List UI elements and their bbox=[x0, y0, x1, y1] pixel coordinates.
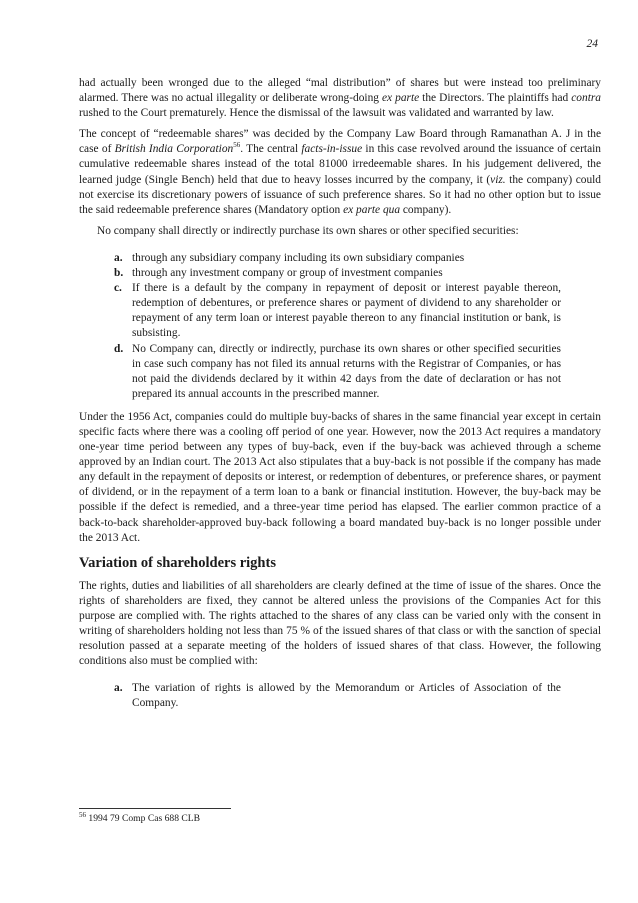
text-span: The concept of “redeemable shares” was decided by the Company Law Board through Ramanathan A. J in the case of bbox=[79, 128, 601, 156]
text-span: rushed to the Court prematurely. Hence the dismissal of the lawsuit was validated and warranted by law. bbox=[79, 107, 554, 120]
list-item bbox=[114, 681, 561, 711]
italic-term: viz. bbox=[490, 173, 506, 186]
list-marker: d. bbox=[114, 342, 124, 355]
list-item-text: No Company can, directly or indirectly, purchase its own shares or other specified securities in case such company has not filed its annual returns with the Registrar of Companies, or has not paid the dividends declared by it within 42 days from the date of declaration or has not prepared its annual accounts in the prescribed manner. bbox=[132, 342, 561, 400]
paragraph-5: The rights, duties and liabilities of all shareholders are clearly defined at the time of issue of the shares. Once the rights of shareholders are fixed, they cannot be altered unless the provisions of the Companies Act for this purpose are complied with. The rights attached to the shares of any class can be varied only with the consent in writing of shareholders holding not less than 75 % of the issued shares of that class or with the sanction of special resolution passed at a separate meeting of the holders of issued shares of that class. However, the following conditions also must be complied with: bbox=[79, 579, 601, 668]
paragraph-1 bbox=[79, 76, 601, 121]
italic-term: contra bbox=[571, 92, 601, 105]
list-item-text: The variation of rights is allowed by the Memorandum or Articles of Association of the Company. bbox=[132, 682, 561, 710]
italic-term: facts-in-issue bbox=[301, 143, 363, 156]
list-marker: b. bbox=[114, 267, 124, 280]
footnote-reference: 56 bbox=[233, 141, 241, 150]
list-marker: a. bbox=[114, 682, 123, 695]
text-span: in this case revolved around the issuance of certain cumulative redeemable shares instead of the total 81000 irredeemable shares. In his judgement delivered, the learned judge (Single Bench) held that due to heavy losses incurred by the company, it ( bbox=[79, 143, 601, 186]
list-item-text: through any subsidiary company including its own subsidiary companies bbox=[132, 251, 465, 264]
text-span: . The central bbox=[240, 143, 302, 156]
list-item bbox=[114, 342, 561, 402]
text-span: company). bbox=[400, 203, 452, 216]
list-item-text: If there is a default by the company in repayment of deposit or interest payable thereon, redemption of debentures, or preference shares or payment of dividend to any shareholder or repayment of any term loan or interest payable thereon to any financial institution or bank, is subsisting. bbox=[132, 282, 561, 340]
footnote-divider bbox=[79, 808, 231, 809]
italic-term: ex parte qua bbox=[343, 203, 401, 216]
paragraph-2 bbox=[79, 127, 601, 218]
case-name: British India Corporation bbox=[114, 143, 234, 156]
page-body bbox=[79, 76, 601, 720]
footnote-number: 56 bbox=[79, 810, 86, 819]
list-item-text: through any investment company or group of investment companies bbox=[132, 267, 443, 280]
italic-term: ex parte bbox=[382, 92, 420, 105]
list-item bbox=[114, 251, 561, 266]
page-number: 24 bbox=[586, 38, 598, 50]
footnote-text: 1994 79 Comp Cas 688 CLB bbox=[86, 813, 201, 824]
buyback-restrictions-list bbox=[79, 251, 601, 402]
variation-conditions-list bbox=[79, 681, 601, 711]
paragraph-4: Under the 1956 Act, companies could do multiple buy-backs of shares in the same financial year except in certain specific facts where there was a cooling off period of one year. However, now the 2013 Act requires a mandatory one-year time period between any types of buy-back, even if the buy-back was achieved through a scheme approved by an Indian court. The 2013 Act also stipulates that a buy-back is not possible if the company has made any default in the repayment of deposits or interest, or redemption of debentures, or preference shares, or payment of dividend, or in the repayment of a term loan to a bank or financial institution. However, the buy-back may be possible if the defect is remedied, and a three-year time period has elapsed. The earlier common practice of a back-to-back shareholder-approved buy-back following a board mandated buy-back is no longer possible under the 2013 Act. bbox=[79, 410, 601, 544]
list-item bbox=[114, 281, 561, 341]
text-span: the company) could not exercise its discretionary powers of issuance of such preference shares. So it had no other option but to issue the said redeemable preference shares (Mandatory option bbox=[79, 173, 601, 216]
section-heading: Variation of shareholders rights bbox=[79, 554, 276, 571]
paragraph-3: No company shall directly or indirectly purchase its own shares or other specified securities: bbox=[97, 224, 519, 237]
list-marker: a. bbox=[114, 251, 123, 264]
text-span: the Directors. The plaintiffs had bbox=[419, 92, 572, 105]
list-item bbox=[114, 266, 561, 281]
list-marker: c. bbox=[114, 282, 122, 295]
footnote bbox=[79, 810, 201, 824]
text-span: had actually been wronged due to the alleged “mal distribution” of shares but were instead too preliminary alarmed. There was no actual illegality or deliberate wrong-doing bbox=[79, 77, 601, 105]
